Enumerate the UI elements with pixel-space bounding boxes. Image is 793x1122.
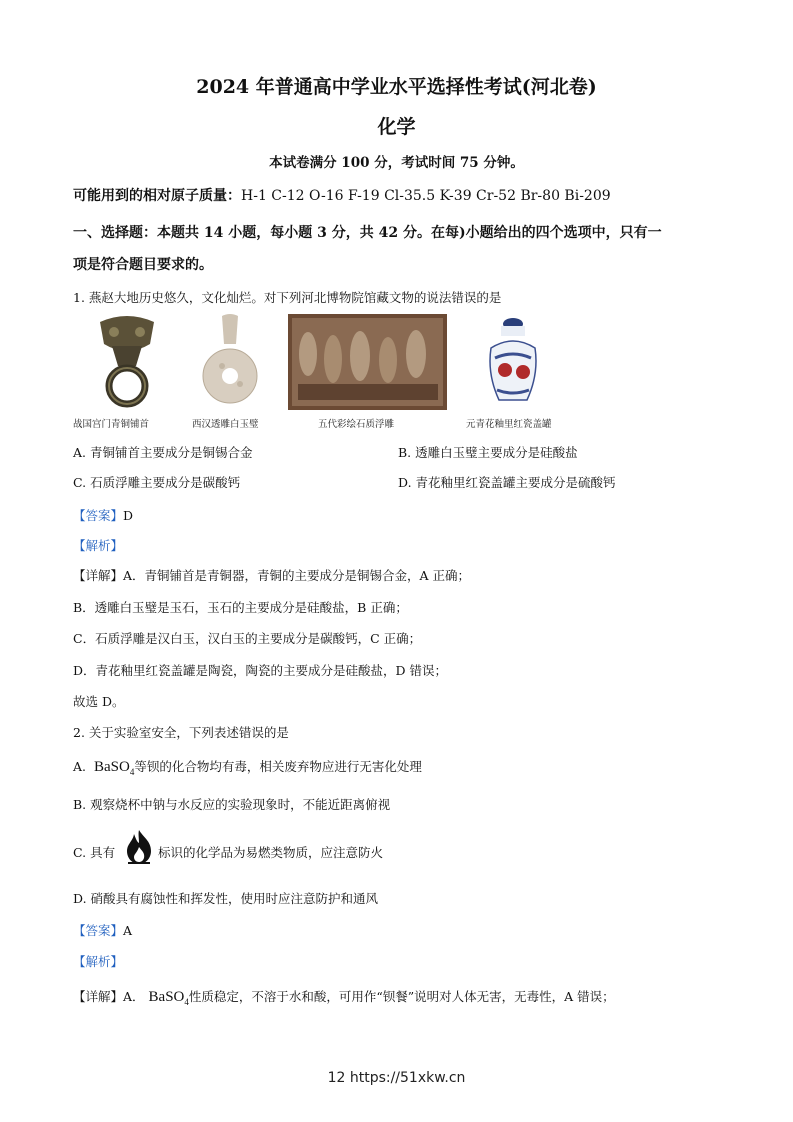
q1-option-b: B. 透雕白玉璧主要成分是硅酸盐	[398, 445, 578, 460]
q2-option-a	[73, 757, 422, 777]
caption-jade: 西汉透雕白玉璧	[192, 419, 259, 430]
formula-main: BaSO	[93, 759, 130, 775]
jade-disc-image	[200, 314, 260, 410]
q1-option-d: D. 青花釉里红瓷盖罐主要成分是硫酸钙	[398, 475, 616, 490]
q1-detail-tag: 【详解】	[73, 568, 124, 583]
q1-detail-a: A．青铜铺首是青铜器，青铜的主要成分是铜锡合金，A 正确；	[123, 568, 471, 583]
q2-detail-prefix: A．	[123, 989, 145, 1004]
q2-detail-tag: 【详解】	[73, 989, 124, 1004]
formula-sub: 4	[129, 767, 135, 777]
q1-detail-b: B．透雕白玉璧是玉石，玉石的主要成分是硅酸盐，B 正确；	[73, 600, 408, 615]
formula-main-detail: BaSO	[148, 989, 185, 1005]
q1-answer: D	[123, 508, 134, 523]
q2-answer-line	[73, 921, 132, 939]
formula-sub-detail: 4	[184, 997, 189, 1007]
q2-analysis-tag: 【解析】	[73, 954, 124, 969]
q1-option-c: C. 石质浮雕主要成分是碳酸钙	[73, 475, 241, 490]
q2-detail-text: 性质稳定，不溶于水和酸，可用作“钡餐”说明对人体无害，无毒性，A 错误；	[188, 989, 615, 1004]
atomic-mass-label: 可能用到的相对原子质量：	[73, 188, 241, 204]
q1-answer-line	[73, 506, 133, 524]
q2-option-a-prefix: A.	[73, 759, 87, 774]
q2-option-c-prefix: C. 具有	[73, 845, 116, 860]
section-heading-line2: 项是符合题目要求的。	[73, 257, 213, 273]
baso4-formula	[94, 759, 134, 775]
exam-title: 2024 年普通高中学业水平选择性考试(河北卷)	[196, 76, 597, 98]
caption-jar: 元青花釉里红瓷盖罐	[466, 419, 552, 430]
subject-title: 化学	[377, 116, 416, 138]
q2-detail-line	[73, 987, 615, 1007]
caption-bronze: 战国宫门青铜铺首	[73, 419, 150, 430]
flammable-icon	[124, 829, 154, 865]
bronze-knocker-image	[92, 314, 162, 410]
q2-stem: 2. 关于实验室安全，下列表述错误的是	[73, 725, 289, 740]
q2-option-b: B. 观察烧杯中钠与水反应的实验现象时，不能近距离俯视	[73, 797, 391, 812]
q2-option-a-text: 等钡的化合物均有毒，相关废弃物应进行无害化处理	[134, 759, 422, 774]
q2-answer-tag: 【答案】	[73, 923, 124, 938]
q2-option-d: D. 硝酸具有腐蚀性和挥发性，使用时应注意防护和通风	[73, 891, 379, 906]
caption-relief: 五代彩绘石质浮雕	[318, 419, 395, 430]
page-footer: 12 https://51xkw.cn	[327, 1070, 466, 1086]
porcelain-jar-image	[483, 314, 543, 410]
q2-option-c-text: 标识的化学品为易燃类物质，应注意防火	[158, 845, 384, 860]
q1-stem: 1. 燕赵大地历史悠久，文化灿烂。对下列河北博物院馆藏文物的说法错误的是	[73, 290, 502, 305]
atomic-mass-line	[73, 185, 611, 205]
q2-answer: A	[123, 923, 133, 938]
q1-answer-tag: 【答案】	[73, 508, 124, 523]
q1-detail-c: C．石质浮雕是汉白玉，汉白玉的主要成分是碳酸钙，C 正确；	[73, 631, 422, 646]
exam-note: 本试卷满分 100 分，考试时间 75 分钟。	[269, 155, 524, 171]
q1-conclusion: 故选 D。	[73, 694, 125, 709]
stone-relief-image	[288, 314, 447, 410]
section-heading-line1: 一、选择题：本题共 14 小题，每小题 3 分，共 42 分。在每)小题给出的四个选项中，只有一	[73, 225, 662, 241]
q1-analysis-tag: 【解析】	[73, 538, 124, 553]
q1-detail-line-1	[73, 566, 470, 584]
q1-detail-d: D．青花釉里红瓷盖罐是陶瓷，陶瓷的主要成分是硅酸盐，D 错误；	[73, 663, 448, 678]
baso4-formula-detail	[149, 989, 189, 1005]
q1-option-a: A. 青铜铺首主要成分是铜锡合金	[73, 445, 253, 460]
atomic-mass-values: H-1 C-12 O-16 F-19 Cl-35.5 K-39 Cr-52 Br-80 Bi-209	[241, 188, 611, 204]
